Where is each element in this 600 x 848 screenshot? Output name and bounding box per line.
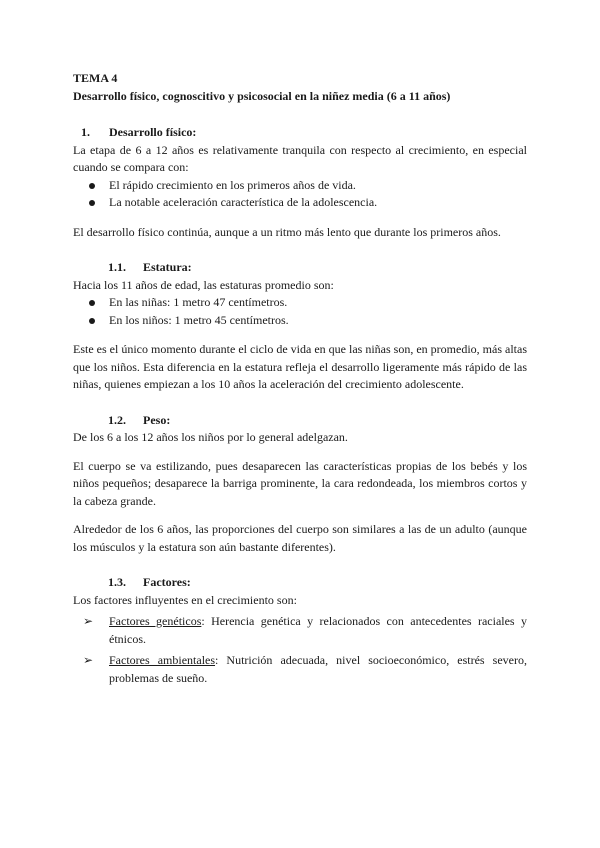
bullet-icon — [89, 183, 95, 189]
factor-text: : Herencia genética y relacionados con antecedentes raciales y étnicos. — [109, 614, 527, 646]
list-item — [73, 613, 527, 648]
list-item — [73, 177, 527, 195]
paragraph: La etapa de 6 a 12 años es relativamente tranquila con respecto al crecimiento, en especial cuando se compara con: — [73, 142, 527, 174]
paragraph: Hacia los 11 años de edad, las estaturas promedio son: — [73, 277, 334, 292]
list-item — [73, 652, 527, 687]
topic-number: TEMA 4 — [73, 71, 118, 85]
bullet-icon — [89, 318, 95, 324]
subsection-title: Peso: — [143, 412, 171, 427]
arrow-bullet-icon: ➢ — [83, 614, 94, 628]
document-subtitle: Desarrollo físico, cognoscitivo y psicosocial en la niñez media (6 a 11 años) — [73, 88, 451, 103]
list-item-text: El rápido crecimiento en los primeros años de vida. — [109, 177, 356, 192]
subsection-number: 1.1. — [108, 260, 126, 274]
list-item-text: La notable aceleración característica de la adolescencia. — [109, 195, 378, 209]
list-item — [73, 194, 527, 212]
subsection-heading-1-1 — [108, 259, 527, 277]
bullet-icon — [89, 200, 95, 206]
paragraph: El desarrollo físico continúa, aunque a un ritmo más lento que durante los primeros años. — [73, 224, 501, 239]
subsection-number: 1.3. — [108, 575, 126, 589]
subsection-title: Estatura: — [143, 260, 192, 274]
bullet-list — [73, 177, 527, 212]
subsection-heading-1-2 — [108, 412, 527, 430]
list-item-text: En los niños: 1 metro 45 centímetros. — [109, 312, 289, 327]
paragraph: Alrededor de los 6 años, las proporciones del cuerpo son similares a las de un adulto (aunque los músculos y la estatura son aún bastante diferentes). — [73, 522, 527, 554]
bullet-icon — [89, 300, 95, 306]
paragraph: El cuerpo se va estilizando, pues desaparecen las características propias de los bebés y los niños pequeños; desaparece la barriga prominente, la cara redondeada, los miembros cortos y la cabeza grande. — [73, 458, 527, 508]
subsection-heading-1-3 — [108, 574, 527, 592]
subsection-number: 1.2. — [108, 412, 126, 427]
list-item — [73, 312, 527, 330]
section-heading-1 — [81, 124, 527, 142]
document-content — [73, 70, 527, 691]
subsection-title: Factores: — [143, 575, 191, 589]
section-title: Desarrollo físico: — [109, 125, 197, 139]
paragraph: Este es el único momento durante el ciclo de vida en que las niñas son, en promedio, más altas que los niños. Esta diferencia en la estatura refleja el desarrollo ligeramente más rápido de las niñas, quienes empiezan a los 10 años la aceleración del crecimiento adolescente. — [73, 342, 527, 391]
factor-label: Factores ambientales — [109, 653, 216, 667]
list-item-text: En las niñas: 1 metro 47 centímetros. — [109, 295, 288, 309]
list-item — [73, 294, 527, 312]
factor-label: Factores genéticos — [109, 614, 202, 628]
factor-text: : Nutrición adecuada, nivel socioeconómico, estrés severo, problemas de sueño. — [109, 653, 527, 685]
arrow-list — [73, 613, 527, 687]
bullet-list — [73, 294, 527, 329]
section-number: 1. — [81, 125, 90, 139]
paragraph: Los factores influyentes en el crecimiento son: — [73, 592, 297, 607]
paragraph: De los 6 a los 12 años los niños por lo general adelgazan. — [73, 430, 348, 444]
arrow-bullet-icon: ➢ — [83, 653, 94, 667]
